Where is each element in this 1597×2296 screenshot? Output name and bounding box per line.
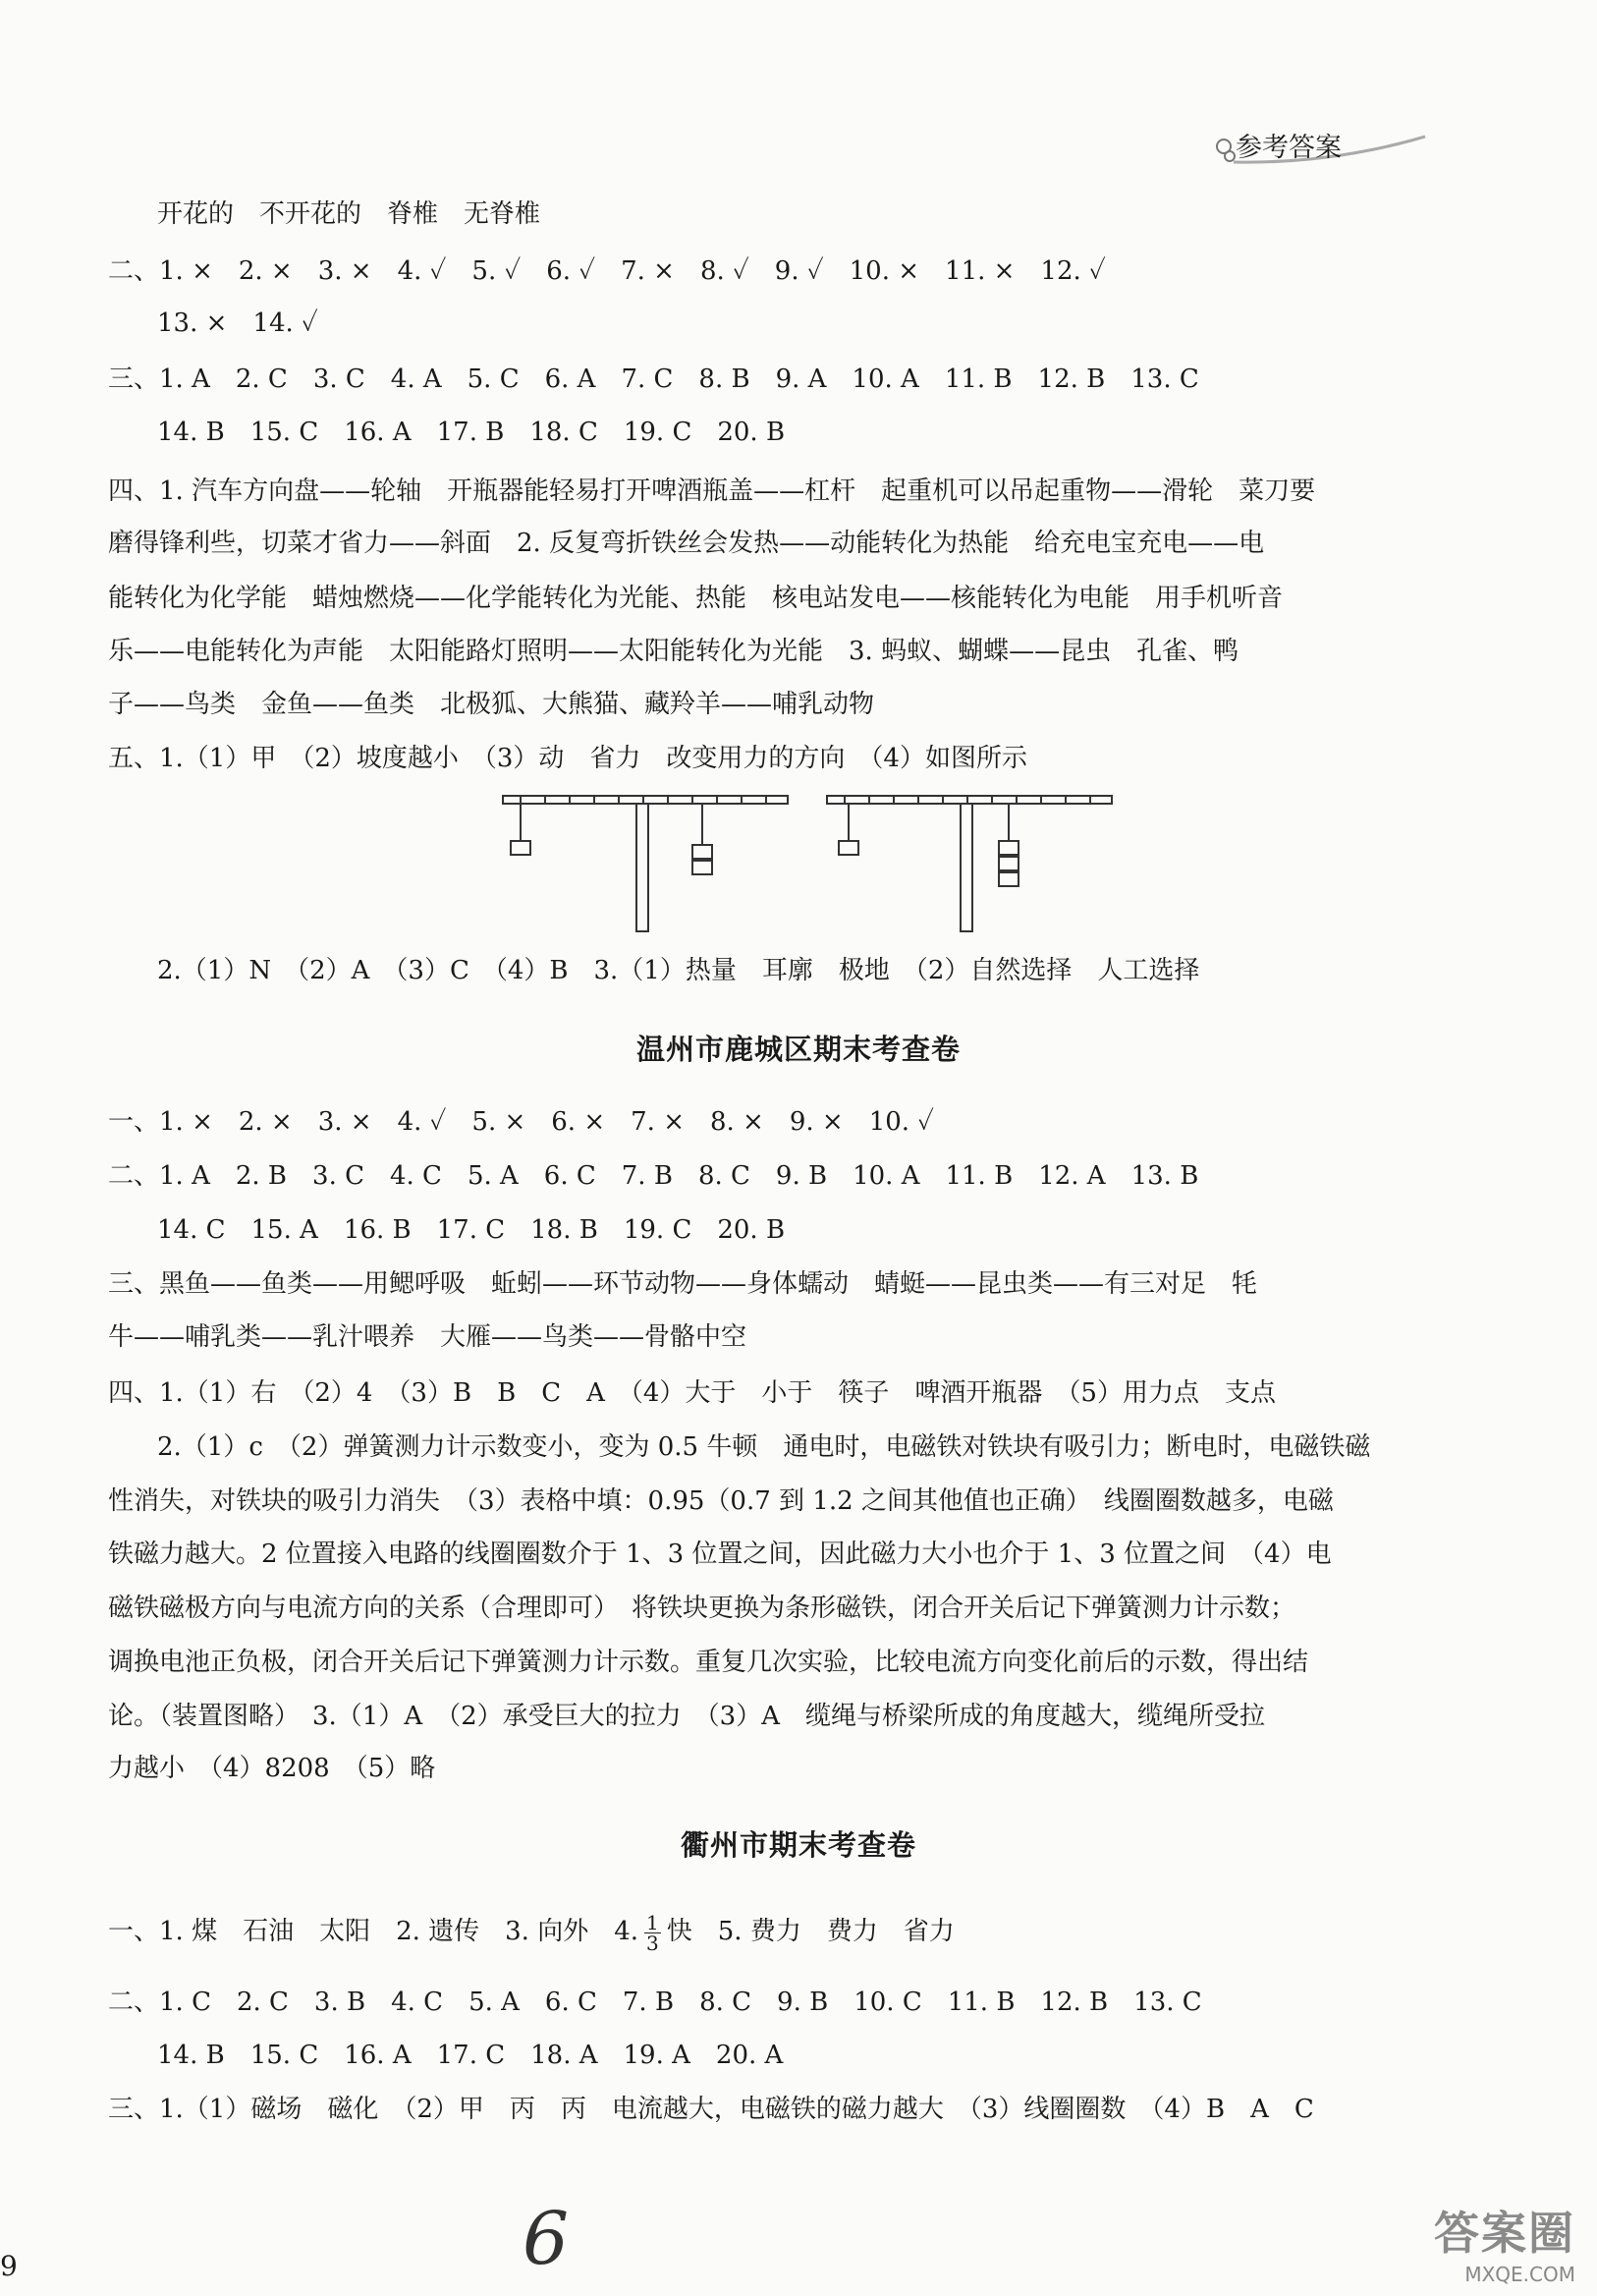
answer-line: 14. B 15. C 16. A 17. B 18. C 19. C 20. B bbox=[157, 418, 786, 447]
answer-line: 二、1. C 2. C 3. B 4. C 5. A 6. C 7. B 8. C 9. B 10. C 11. B 12. B 13. C bbox=[108, 1988, 1202, 2017]
answer-line: 开花的 不开花的 脊椎 无脊椎 bbox=[157, 199, 541, 229]
page-number: 9 bbox=[0, 2250, 18, 2282]
watermark bbox=[1434, 2198, 1575, 2286]
fraction-numerator: 1 bbox=[646, 1910, 659, 1934]
answer-text: 一、1. 煤 石油 太阳 2. 遗传 3. 向外 4. bbox=[108, 1917, 639, 1946]
answer-line: 性消失，对铁块的吸引力消失 （3）表格中填：0.95（0.7 到 1.2 之间其他值也正确） 线圈圈数越多，电磁 bbox=[108, 1486, 1334, 1516]
answer-line: 14. C 15. A 16. B 17. C 18. B 19. C 20. B bbox=[157, 1215, 786, 1245]
handwritten-mark: 6 bbox=[523, 2197, 570, 2281]
lever-balance-figure bbox=[491, 786, 1159, 943]
watermark-logo-text: 答案圈 bbox=[1434, 2207, 1575, 2260]
answer-line: 13. × 14. ✓ bbox=[157, 308, 318, 338]
answer-line: 四、1.（1）右 （2）4 （3）B B C A （4）大于 小于 筷子 啤酒开瓶器 （5）用力点 支点 bbox=[108, 1378, 1276, 1408]
answer-line: 2.（1）N （2）A （3）C （4）B 3.（1）热量 耳廓 极地 （2）自然选择 人工选择 bbox=[157, 956, 1200, 985]
answer-line: 二、1. × 2. × 3. × 4. ✓ 5. ✓ 6. ✓ 7. × 8. ✓ 9. ✓ 10. × 11. × 12. ✓ bbox=[108, 256, 1106, 286]
answer-line: 四、1. 汽车方向盘——轮轴 开瓶器能轻易打开啤酒瓶盖——杠杆 起重机可以吊起重物——滑轮 菜刀要 bbox=[108, 476, 1316, 506]
answer-line: 一、1. × 2. × 3. × 4. ✓ 5. × 6. × 7. × 8. × 9. × 10. ✓ bbox=[108, 1107, 935, 1137]
answer-line: 五、1.（1）甲 （2）坡度越小 （3）动 省力 改变用力的方向 （4）如图所示 bbox=[108, 744, 1027, 773]
answer-line: 14. B 15. C 16. A 17. C 18. A 19. A 20. A bbox=[157, 2041, 784, 2070]
answer-line: 三、黑鱼——鱼类——用鳃呼吸 蚯蚓——环节动物——身体蠕动 蜻蜓——昆虫类——有三对足 牦 bbox=[108, 1269, 1258, 1299]
answer-line: 三、1. A 2. C 3. C 4. A 5. C 6. A 7. C 8. B 9. A 10. A 11. B 12. B 13. C bbox=[108, 364, 1199, 394]
header-title: 参考答案 bbox=[1236, 133, 1342, 163]
answer-line: 牛——哺乳类——乳汁喂养 大雁——鸟类——骨骼中空 bbox=[108, 1322, 747, 1352]
answer-line: 磨得锋利些，切菜才省力——斜面 2. 反复弯折铁丝会发热——动能转化为热能 给充电宝充电——电 bbox=[108, 529, 1265, 558]
answer-line bbox=[108, 1912, 955, 1953]
fraction bbox=[644, 1910, 661, 1955]
answer-line: 论。（装置图略） 3.（1）A （2）承受巨大的拉力 （3）A 缆绳与桥梁所成的角度越大，缆绳所受拉 bbox=[108, 1702, 1265, 1731]
answer-text: 快 5. 费力 费力 省力 bbox=[666, 1917, 955, 1946]
section-title: 衢州市期末考查卷 bbox=[680, 1828, 916, 1862]
answer-line: 三、1.（1）磁场 磁化 （2）甲 丙 丙 电流越大，电磁铁的磁力越大 （3）线圈圈数 （4）B A C bbox=[108, 2095, 1314, 2124]
fraction-denominator: 3 bbox=[646, 1931, 659, 1955]
answer-line: 二、1. A 2. B 3. C 4. C 5. A 6. C 7. B 8. C 9. B 10. A 11. B 12. A 13. B bbox=[108, 1161, 1199, 1191]
answer-line: 2.（1）c （2）弹簧测力计示数变小，变为 0.5 牛顿 通电时，电磁铁对铁块有吸引力；断电时，电磁铁磁 bbox=[157, 1432, 1371, 1462]
answer-line: 子——鸟类 金鱼——鱼类 北极狐、大熊猫、藏羚羊——哺乳动物 bbox=[108, 690, 875, 719]
answer-line: 铁磁力越大。2 位置接入电路的线圈圈数介于 1、3 位置之间，因此磁力大小也介于 1、3 位置之间 （4）电 bbox=[108, 1540, 1332, 1569]
answer-line: 磁铁磁极方向与电流方向的关系（合理即可） 将铁块更换为条形磁铁，闭合开关后记下弹簧测力计示数； bbox=[108, 1594, 1296, 1623]
watermark-url: MXQE.COM bbox=[1464, 2263, 1575, 2286]
answer-line: 调换电池正负极，闭合开关后记下弹簧测力计示数。重复几次实验，比较电流方向变化前后的示数，得出结 bbox=[108, 1648, 1309, 1677]
answer-line: 乐——电能转化为声能 太阳能路灯照明——太阳能转化为光能 3. 蚂蚁、蝴蝶——昆虫 孔雀、鸭 bbox=[108, 637, 1239, 666]
section-title: 温州市鹿城区期末考查卷 bbox=[635, 1033, 961, 1066]
answer-line: 能转化为化学能 蜡烛燃烧——化学能转化为光能、热能 核电站发电——核能转化为电能 用手机听音 bbox=[108, 584, 1284, 613]
answer-line: 力越小 （4）8208 （5）略 bbox=[108, 1754, 436, 1783]
